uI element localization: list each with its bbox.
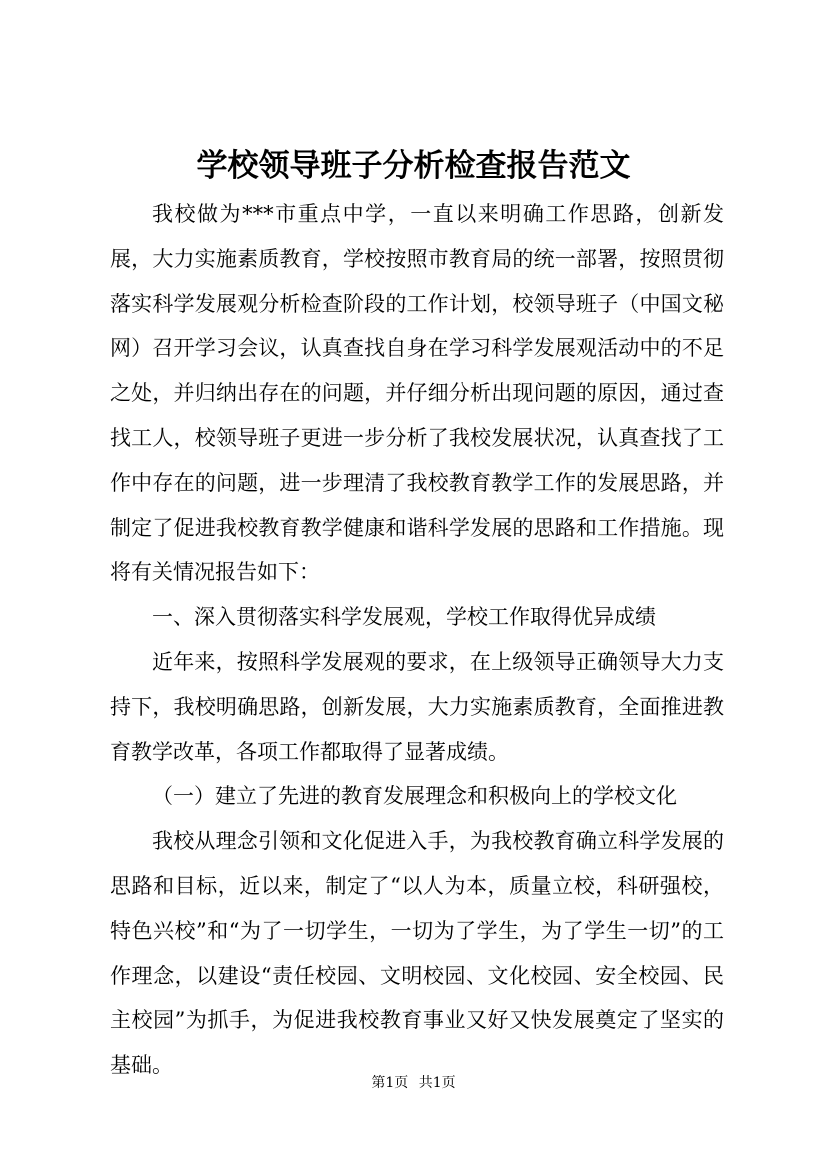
intro-paragraph: 我校做为***市重点中学，一直以来明确工作思路，创新发展，大力实施素质教育，学校按照市教育局的统一部署，按照贯彻落实科学发展观分析检查阶段的工作计划，校领导班子（中国文秘网）召开学习会议，认真查找自身在学习科学发展观活动中的不足之处，并归纳出存在的问题，并仔细分析出现问题的原因，通过查找工人，校领导班子更进一步分析了我校发展状况，认真查找了工作中存在的问题，进一步理清了我校教育教学工作的发展思路，并制定了促进我校教育教学健康和谐科学发展的思路和工作措施。现将有关情况报告如下： [110,202,724,585]
page-total: 共1页 [418,1075,456,1091]
subsection-heading-1: （一）建立了先进的教育发展理念和积极向上的学校文化 [152,784,677,809]
page-footer [0,1071,827,1095]
document-body [110,192,724,1088]
section-1-paragraph: 近年来，按照科学发展观的要求，在上级领导正确领导大力支持下，我校明确思路，创新发展，大力实施素质教育，全面推进教育教学改革，各项工作都取得了显著成绩。 [110,649,724,764]
page-number: 第1页 [371,1075,409,1091]
document-title: 学校领导班子分析检查报告范文 [196,148,631,184]
section-heading-1: 一、深入贯彻落实科学发展观，学校工作取得优异成绩 [152,605,656,630]
subsection-1-paragraph: 我校从理念引领和文化促进入手，为我校教育确立科学发展的思路和目标，近以来，制定了“以人为本，质量立校，科研强校，特色兴校”和“为了一切学生，一切为了学生，为了学生一切”的工作理念，以建设“责任校园、文明校园、文化校园、安全校园、民主校园”为抓手，为促进我校教育事业又好又快发展奠定了坚实的基础。 [110,829,724,1078]
